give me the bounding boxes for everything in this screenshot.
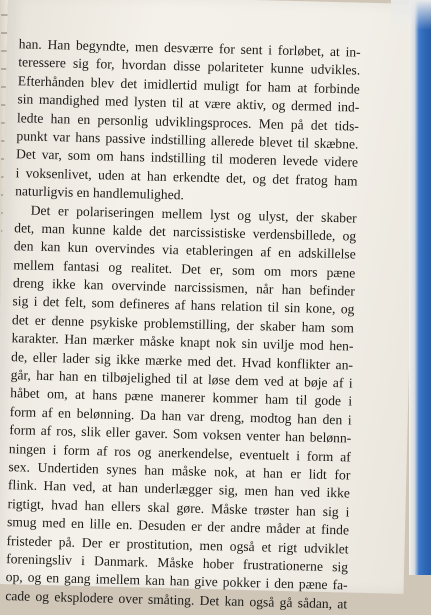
- text-line: den kan kun overvindes via etableringen af en adskillelse: [13, 238, 356, 262]
- text-line: det er denne psykiske problemstilling, der skaber ham som: [11, 312, 355, 336]
- text-line: sin mandighed med lysten til at være aktiv, og dermed ind-: [17, 91, 360, 115]
- text-line: form af ros, slik eller gaver. Som voksen venter han belønn-: [9, 422, 352, 446]
- body-text: [5, 35, 361, 613]
- text-line: form af en belønning. Da han var dreng, modtog han den i: [9, 403, 352, 428]
- text-line: dreng ikke kan overvinde narcissismen, når han befinder: [12, 275, 356, 299]
- text-line: håbet om, at hans pæne manerer kommer ham til gode i: [10, 385, 353, 409]
- text-line: Efterhånden blev det imidlertid muligt for ham at forbinde: [17, 73, 360, 97]
- text-line: fristeder på. Der er prostitution, men også et rigt udviklet: [6, 532, 349, 557]
- text-line: teressere sig for, hvordan disse polariteter kunne udvikles.: [18, 54, 361, 79]
- text-line: Det er polariseringen mellem lyst og ulyst, der skaber: [30, 202, 357, 226]
- text-line: mellem fantasi og realitet. Det er, som om mors pæne: [13, 256, 356, 281]
- text-line: op, og en gang imellem kan han give pokker i den pæne fa-: [5, 569, 348, 593]
- text-line: foreningsliv i Danmark. Måske hober frustrationerne sig: [6, 551, 349, 575]
- text-line: sex. Undertiden synes han måske nok, at han er lidt for: [8, 459, 351, 483]
- text-line: naturligvis en handlemulighed.: [15, 183, 185, 203]
- text-line: han. Han begyndte, men desværre for sent i forløbet, at in-: [18, 36, 361, 60]
- text-line: det, man kunne kalde det narcissistiske verdensbillede, og: [14, 220, 357, 244]
- text-line: sig i det felt, som defineres af hans relation til sin kone, og: [12, 293, 355, 318]
- text-line: rigtigt, hvad han ellers skal gøre. Måske trøster han sig i: [7, 495, 350, 520]
- text-line: karakter. Han mærker måske knapt nok sin uvilje mod hen-: [11, 330, 354, 354]
- book-cover-edge: [409, 0, 431, 575]
- background-highlight: [391, 0, 431, 30]
- text-line: de, eller lader sig ikke mærke med det. Hvad konflikter an-: [10, 348, 354, 373]
- text-line: Det var, som om hans indstilling til moderen levede videre: [15, 146, 359, 170]
- text-line: går, har han en tilbøjelighed til at løse dem ved at bøje af i: [10, 367, 353, 391]
- text-line: ledte han en personlig udviklingsproces. Men på det tids-: [16, 109, 360, 134]
- text-line: smug med en lille en. Desuden er der andre måder at finde: [6, 514, 350, 538]
- text-line: i voksenlivet, uden at han erkendte det, og det fratog ham: [15, 164, 358, 189]
- text-line: ningen i form af ros og anerkendelse, eventuelt i form af: [8, 440, 351, 465]
- text-line: flink. Han ved, at han underlægger sig, men han ved ikke: [7, 477, 351, 501]
- text-line: punkt var hans passive indstilling allerede blevet til skæbne.: [16, 128, 359, 152]
- text-line: cade og eksplodere over småting. Det kan også gå sådan, at: [5, 587, 348, 612]
